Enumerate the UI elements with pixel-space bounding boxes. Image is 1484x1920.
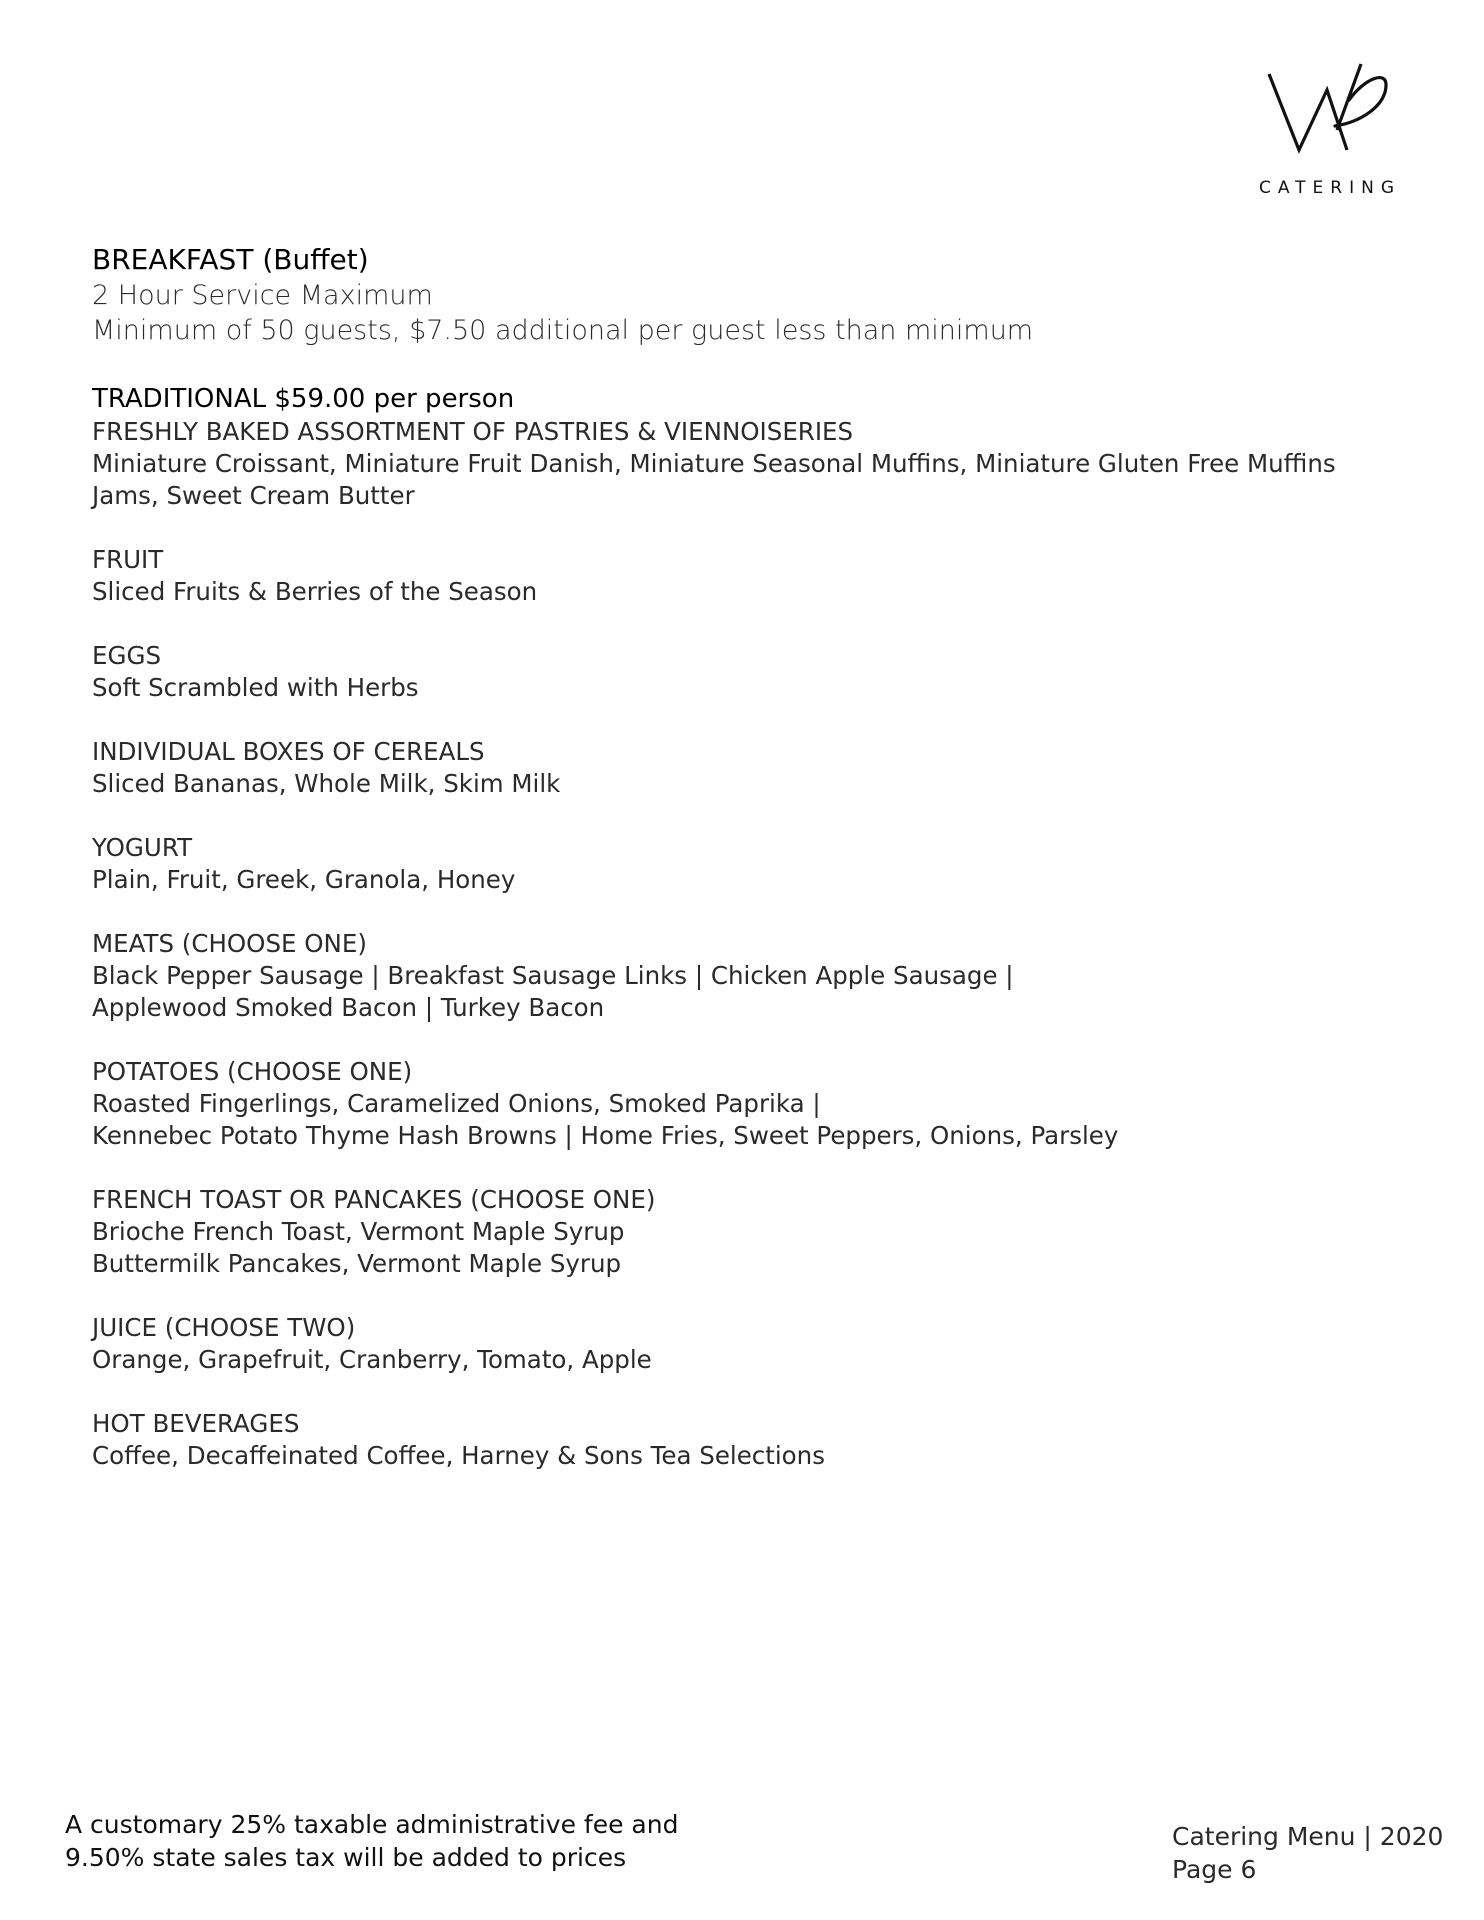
logo-wordmark: CATERING [1258, 178, 1402, 198]
section-item-line: Coffee, Decaffeinated Coffee, Harney & Sons Tea Selections [92, 1441, 825, 1470]
page-number: Page 6 [1172, 1855, 1257, 1884]
section-item-line: Plain, Fruit, Greek, Granola, Honey [92, 865, 516, 894]
section-item-line: Sliced Fruits & Berries of the Season [92, 577, 538, 606]
fee-notice [65, 1808, 678, 1874]
section-heading: JUICE (CHOOSE TWO) [92, 1313, 356, 1342]
document-label: Catering Menu | 2020 [1172, 1822, 1444, 1851]
section-item-line: Applewood Smoked Bacon | Turkey Bacon [92, 993, 605, 1022]
section-heading: EGGS [92, 641, 162, 670]
page-title: BREAKFAST (Buffet) [92, 243, 369, 276]
menu-section [92, 416, 1432, 512]
fee-line: A customary 25% taxable administrative fee and [65, 1810, 679, 1839]
service-note: 2 Hour Service Maximum [92, 280, 433, 311]
section-item-line: Orange, Grapefruit, Cranberry, Tomato, Apple [92, 1345, 652, 1374]
menu-section [92, 928, 1432, 1024]
section-item-line: Jams, Sweet Cream Butter [92, 481, 415, 510]
section-heading: FRENCH TOAST OR PANCAKES (CHOOSE ONE) [92, 1185, 656, 1214]
menu-section [92, 544, 1432, 608]
menu-section [92, 1184, 1432, 1280]
section-item-line: Roasted Fingerlings, Caramelized Onions, Smoked Paprika | [92, 1089, 821, 1118]
section-item-line: Brioche French Toast, Vermont Maple Syrup [92, 1217, 625, 1246]
menu-section [92, 640, 1432, 704]
section-item-line: Soft Scrambled with Herbs [92, 673, 419, 702]
menu-section [92, 832, 1432, 896]
section-item-line: Black Pepper Sausage | Breakfast Sausage Links | Chicken Apple Sausage | [92, 961, 1014, 990]
package-title: TRADITIONAL $59.00 per person [92, 384, 515, 414]
section-heading: HOT BEVERAGES [92, 1409, 300, 1438]
menu-section [92, 1312, 1432, 1376]
section-item-line: Kennebec Potato Thyme Hash Browns | Home Fries, Sweet Peppers, Onions, Parsley [92, 1121, 1119, 1150]
page-footer [1172, 1820, 1443, 1886]
section-heading: POTATOES (CHOOSE ONE) [92, 1057, 413, 1086]
menu-content [92, 242, 1432, 1472]
section-item-line: Miniature Croissant, Miniature Fruit Danish, Miniature Seasonal Muffins, Miniature Gluten Free Muffins [92, 449, 1336, 478]
wp-monogram-logo-icon [1265, 60, 1390, 160]
section-heading: FRUIT [92, 545, 164, 574]
menu-section [92, 736, 1432, 800]
minimum-note: Minimum of 50 guests, $7.50 additional per guest less than minimum [92, 315, 1034, 346]
section-heading: YOGURT [92, 833, 193, 862]
section-item-line: Buttermilk Pancakes, Vermont Maple Syrup [92, 1249, 622, 1278]
menu-sections [92, 416, 1432, 1472]
section-item-line: Sliced Bananas, Whole Milk, Skim Milk [92, 769, 561, 798]
menu-section [92, 1408, 1432, 1472]
catering-logo [1240, 60, 1420, 200]
section-heading: MEATS (CHOOSE ONE) [92, 929, 367, 958]
fee-line: 9.50% state sales tax will be added to prices [65, 1843, 627, 1872]
section-heading: INDIVIDUAL BOXES OF CEREALS [92, 737, 485, 766]
menu-section [92, 1056, 1432, 1152]
section-heading: FRESHLY BAKED ASSORTMENT OF PASTRIES & VIENNOISERIES [92, 417, 854, 446]
